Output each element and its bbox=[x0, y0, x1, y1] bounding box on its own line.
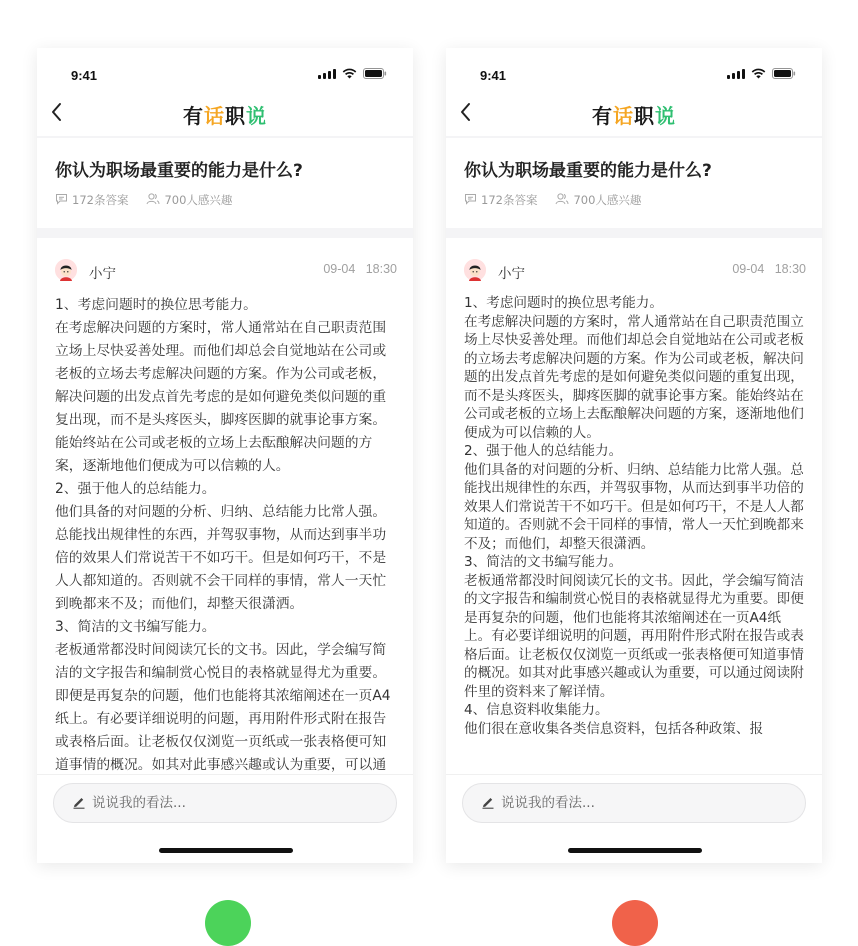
top-header bbox=[37, 48, 413, 136]
phone-mockup-wide-spacing bbox=[37, 48, 413, 863]
comment-icon bbox=[55, 193, 68, 208]
wifi-icon bbox=[342, 68, 357, 79]
pencil-icon bbox=[72, 794, 86, 813]
question-title: 你认为职场最重要的能力是什么? bbox=[55, 161, 303, 181]
correct-indicator bbox=[205, 900, 251, 946]
answers-count: 172条答案 bbox=[55, 192, 128, 208]
status-time: 9:41 bbox=[480, 68, 507, 83]
user-icon bbox=[555, 193, 569, 208]
answer-card bbox=[446, 238, 822, 863]
user-icon bbox=[146, 193, 160, 208]
avatar[interactable] bbox=[464, 259, 486, 281]
comment-input[interactable] bbox=[501, 795, 741, 811]
comment-bar bbox=[37, 774, 413, 863]
author-row bbox=[55, 260, 397, 282]
interested-count: 700人感兴趣 bbox=[146, 192, 232, 208]
question-title: 你认为职场最重要的能力是什么? bbox=[464, 161, 712, 181]
answer-paragraph: 老板通常都没时间阅读冗长的文书。因此，学会编写简洁的文字报告和编制赏心悦目的表格就显得尤为重要。即便是再复杂的问题，他们也能将其浓缩阐述在一页A4纸上。有必要详细说明的问题，再用附件形式附在报告或表格后面。让老板仅仅浏览一页纸或一张表格便可知道事情的概况。如其对此事感兴趣或认为重要，可以通过阅读附件里的资料来了解详情。 bbox=[464, 572, 804, 700]
comment-input[interactable] bbox=[92, 795, 332, 811]
signal-icon bbox=[318, 68, 336, 79]
answer-paragraph: 1、考虑问题时的换位思考能力。 bbox=[55, 297, 257, 313]
answers-count: 172条答案 bbox=[464, 192, 537, 208]
post-time: 09-04 18:30 bbox=[732, 262, 806, 276]
answer-paragraph: 3、简洁的文书编写能力。 bbox=[464, 554, 623, 570]
answer-paragraph: 1、考虑问题时的换位思考能力。 bbox=[464, 295, 663, 311]
status-time: 9:41 bbox=[71, 68, 98, 83]
answer-paragraph: 他们具备的对问题的分析、归纳、总结能力比常人强。总能找出规律性的东西，并驾驭事物，从而达到事半功倍的效果人们常说苦干不如巧干。但是如何巧干，不是人人都知道的。否则就不会干同样的事情，常人一天忙到晚都来不及；而他们，却整天很潇洒。 bbox=[55, 504, 387, 612]
comment-box[interactable] bbox=[462, 783, 806, 823]
answer-paragraph: 2、强于他人的总结能力。 bbox=[55, 481, 216, 497]
top-header bbox=[446, 48, 822, 136]
author-row bbox=[464, 260, 806, 282]
answer-body bbox=[55, 294, 397, 775]
app-title: 有话职说 bbox=[592, 104, 676, 128]
home-indicator[interactable] bbox=[568, 848, 702, 853]
question-card bbox=[446, 138, 822, 228]
comment-box[interactable] bbox=[53, 783, 397, 823]
question-meta bbox=[464, 192, 659, 208]
answer-paragraph: 在考虑解决问题的方案时，常人通常站在自己职责范围立场上尽快妥善处理。而他们却总会自觉地站在公司或老板的立场去考虑解决问题的方案。作为公司或老板，解决问题的出发点首先考虑的是如何避免类似问题的重复出现，而不是头疼医头，脚疼医脚的就事论事方案。能始终站在公司或老板的立场上去酝酿解决问题的方案，逐渐地他们便成为可以信赖的人。 bbox=[55, 320, 387, 474]
wifi-icon bbox=[751, 68, 766, 79]
pencil-icon bbox=[481, 794, 495, 813]
author-name[interactable]: 小宁 bbox=[498, 266, 525, 282]
answer-paragraph: 4、信息资料收集能力。 bbox=[464, 702, 609, 718]
answer-body bbox=[464, 294, 806, 775]
phone-mockup-tight-spacing bbox=[446, 48, 822, 863]
question-meta bbox=[55, 192, 250, 208]
wrong-indicator bbox=[612, 900, 658, 946]
battery-icon bbox=[363, 68, 387, 79]
answer-paragraph: 老板通常都没时间阅读冗长的文书。因此，学会编写简洁的文字报告和编制赏心悦目的表格就显得尤为重要。即便是再复杂的问题，他们也能将其浓缩阐述在一页A4纸上。有必要详细说明的问题，再用附件形式附在报告或表格后面。让老板仅仅浏览一页纸或一张表格便可知道事情的概况。如其对此事感兴趣或认为重要，可以通 bbox=[55, 642, 391, 773]
avatar[interactable] bbox=[55, 259, 77, 281]
status-icons bbox=[727, 68, 796, 79]
answer-paragraph: 他们具备的对问题的分析、归纳、总结能力比常人强。总能找出规律性的东西，并驾驭事物，从而达到事半功倍的效果人们常说苦干不如巧干。但是如何巧干，不是人人都知道的。否则就不会干同样的事情，常人一天忙到晚都来不及；而他们，却整天很潇洒。 bbox=[464, 461, 804, 552]
answer-paragraph: 3、简洁的文书编写能力。 bbox=[55, 619, 216, 635]
status-icons bbox=[318, 68, 387, 79]
signal-icon bbox=[727, 68, 745, 79]
author-name[interactable]: 小宁 bbox=[89, 266, 116, 282]
answer-paragraph: 在考虑解决问题的方案时，常人通常站在自己职责范围立场上尽快妥善处理。而他们却总会自觉地站在公司或老板的立场去考虑解决问题的方案。作为公司或老板，解决问题的出发点首先考虑的是如何避免类似问题的重复出现，而不是头疼医头，脚疼医脚的就事论事方案。能始终站在公司或老板的立场上去酝酿解决问题的方案，逐渐地他们便成为可以信赖的人。 bbox=[464, 313, 804, 441]
comment-icon bbox=[464, 193, 477, 208]
answer-paragraph: 他们很在意收集各类信息资料，包括各种政策、报 bbox=[464, 720, 764, 737]
question-card bbox=[37, 138, 413, 228]
post-time: 09-04 18:30 bbox=[323, 262, 397, 276]
battery-icon bbox=[772, 68, 796, 79]
answer-card bbox=[37, 238, 413, 863]
comment-bar bbox=[446, 774, 822, 863]
home-indicator[interactable] bbox=[159, 848, 293, 853]
answer-paragraph: 2、强于他人的总结能力。 bbox=[464, 443, 623, 459]
interested-count: 700人感兴趣 bbox=[555, 192, 641, 208]
app-title: 有话职说 bbox=[183, 104, 267, 128]
